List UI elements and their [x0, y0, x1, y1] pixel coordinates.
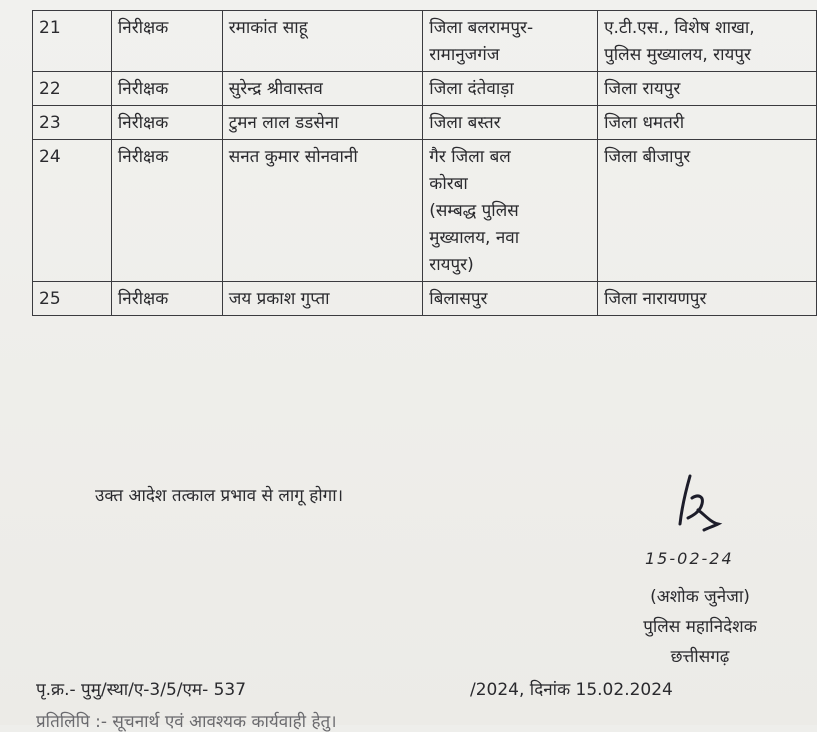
new-posting-cell — [598, 11, 817, 72]
table-row — [33, 72, 817, 106]
order-statement: उक्त आदेश तत्काल प्रभाव से लागू होगा। — [95, 486, 344, 506]
current-posting-cell — [423, 72, 598, 106]
officer-name: (अशोक जुनेजा) — [650, 587, 750, 607]
officer-designation: पुलिस महानिदेशक — [643, 617, 757, 637]
cell-line: (सम्बद्ध पुलिस — [429, 201, 519, 221]
table-row — [33, 11, 817, 72]
cell-line: रामानुजगंज — [429, 45, 500, 65]
reference-number: पृ.क्र.- पुमु/स्था/ए-3/5/एम- 537 — [36, 680, 247, 700]
cell-line: पुलिस मुख्यालय, रायपुर — [604, 45, 751, 65]
serial-number-cell: 24 — [33, 140, 112, 282]
cell-line: जिला बस्तर — [429, 113, 501, 133]
cell-line: जिला बीजापुर — [604, 147, 691, 167]
cell-line: बिलासपुर — [429, 289, 488, 309]
rank-cell: निरीक्षक — [111, 72, 222, 106]
serial-number-cell: 21 — [33, 11, 112, 72]
current-posting-cell — [423, 140, 598, 282]
serial-number-cell: 22 — [33, 72, 112, 106]
officer-block — [600, 582, 800, 672]
current-posting-cell — [423, 282, 598, 316]
transfer-table — [32, 10, 817, 316]
rank-cell: निरीक्षक — [111, 11, 222, 72]
officer-state: छत्तीसगढ़ — [670, 647, 730, 667]
serial-number-cell: 25 — [33, 282, 112, 316]
cell-line: जिला धमतरी — [604, 113, 685, 133]
officer-name-cell: सुरेन्द्र श्रीवास्तव — [222, 72, 423, 106]
rank-cell: निरीक्षक — [111, 140, 222, 282]
new-posting-cell — [598, 106, 817, 140]
new-posting-cell — [598, 140, 817, 282]
new-posting-cell — [598, 72, 817, 106]
cell-line: मुख्यालय, नवा — [429, 228, 520, 248]
new-posting-cell — [598, 282, 817, 316]
rank-cell: निरीक्षक — [111, 282, 222, 316]
signature-date: 15-02-24 — [645, 549, 734, 568]
cell-line: कोरबा — [429, 174, 468, 194]
cell-line: ए.टी.एस., विशेष शाखा, — [604, 18, 755, 38]
current-posting-cell — [423, 106, 598, 140]
officer-name-cell: सनत कुमार सोनवानी — [222, 140, 423, 282]
cell-line: जिला बलरामपुर- — [429, 18, 534, 38]
officer-name-cell: रमाकांत साहू — [222, 11, 423, 72]
handwritten-signature — [668, 470, 738, 540]
copy-to-line: प्रतिलिपि :- सूचनार्थ एवं आवश्यक कार्यवाही हेतु। — [36, 712, 337, 732]
cell-line: जिला रायपुर — [604, 79, 681, 99]
current-posting-cell — [423, 11, 598, 72]
cell-line: जिला नारायणपुर — [604, 289, 707, 309]
rank-cell: निरीक्षक — [111, 106, 222, 140]
cell-line: जिला दंतेवाड़ा — [429, 79, 514, 99]
table-row — [33, 140, 817, 282]
officer-name-cell: टुमन लाल डडसेना — [222, 106, 423, 140]
table-row — [33, 282, 817, 316]
serial-number-cell: 23 — [33, 106, 112, 140]
cell-line: गैर जिला बल — [429, 147, 511, 167]
table-row — [33, 106, 817, 140]
reference-date: /2024, दिनांक 15.02.2024 — [470, 680, 673, 700]
officer-name-cell: जय प्रकाश गुप्ता — [222, 282, 423, 316]
cell-line: रायपुर) — [429, 255, 474, 275]
